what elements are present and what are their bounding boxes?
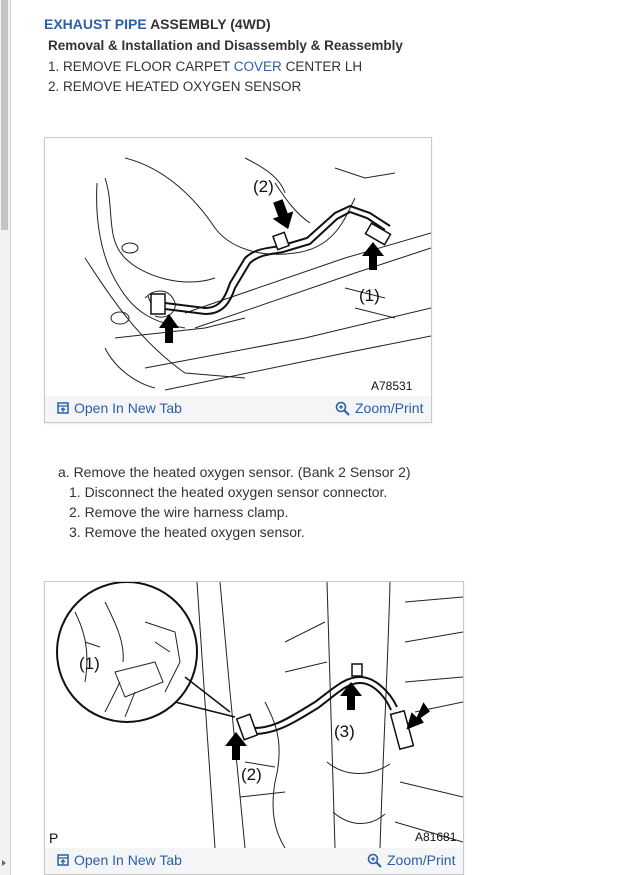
cover-link[interactable]: COVER (233, 59, 282, 74)
page-title (44, 16, 271, 32)
step-item (48, 79, 301, 94)
figure-2 (44, 581, 464, 875)
figure-toolbar (45, 848, 463, 874)
scroll-arrow-icon[interactable] (1, 858, 7, 868)
scrollbar-track[interactable] (0, 0, 11, 875)
callout-2: (2) (241, 765, 262, 784)
figure-corner-label: P (49, 830, 59, 846)
zoom-print-label: Zoom/Print (355, 400, 424, 416)
page-subtitle: Removal & Installation and Disassembly & Reassembly (48, 38, 403, 53)
callout-2: (2) (253, 177, 274, 196)
open-new-tab-button[interactable] (57, 400, 182, 416)
exhaust-pipe-diagram (45, 138, 431, 396)
zoom-icon (367, 853, 382, 868)
oxygen-sensor-diagram (45, 582, 463, 848)
figure-toolbar (45, 396, 431, 422)
title-rest: ASSEMBLY (4WD) (146, 16, 271, 32)
zoom-print-button[interactable] (335, 400, 423, 416)
instruction-item: 3. Remove the heated oxygen sensor. (69, 524, 305, 540)
callout-3: (3) (334, 722, 355, 741)
instruction-item: 1. Disconnect the heated oxygen sensor connector. (69, 484, 388, 500)
figure-code: A81681 (415, 830, 457, 844)
step-text: 2. REMOVE HEATED OXYGEN SENSOR (48, 79, 302, 94)
instruction-main: a. Remove the heated oxygen sensor. (Bank 2 Sensor 2) (58, 464, 411, 480)
zoom-print-button[interactable] (367, 852, 455, 868)
zoom-icon (335, 401, 350, 416)
scrollbar-thumb[interactable] (1, 0, 8, 230)
step-item (48, 59, 362, 74)
callout-1: (1) (359, 286, 380, 305)
figure-code: A78531 (371, 379, 413, 393)
open-new-tab-label: Open In New Tab (74, 400, 182, 416)
zoom-print-label: Zoom/Print (387, 852, 456, 868)
callout-1: (1) (79, 654, 100, 673)
figure-1 (44, 137, 432, 423)
open-new-tab-icon (57, 854, 69, 866)
open-new-tab-label: Open In New Tab (74, 852, 182, 868)
step-text: CENTER LH (281, 59, 363, 74)
step-text: 1. REMOVE FLOOR CARPET (48, 59, 234, 74)
instruction-item: 2. Remove the wire harness clamp. (69, 504, 289, 520)
open-new-tab-icon (57, 402, 69, 414)
open-new-tab-button[interactable] (57, 852, 182, 868)
title-link[interactable]: EXHAUST PIPE (44, 16, 147, 32)
